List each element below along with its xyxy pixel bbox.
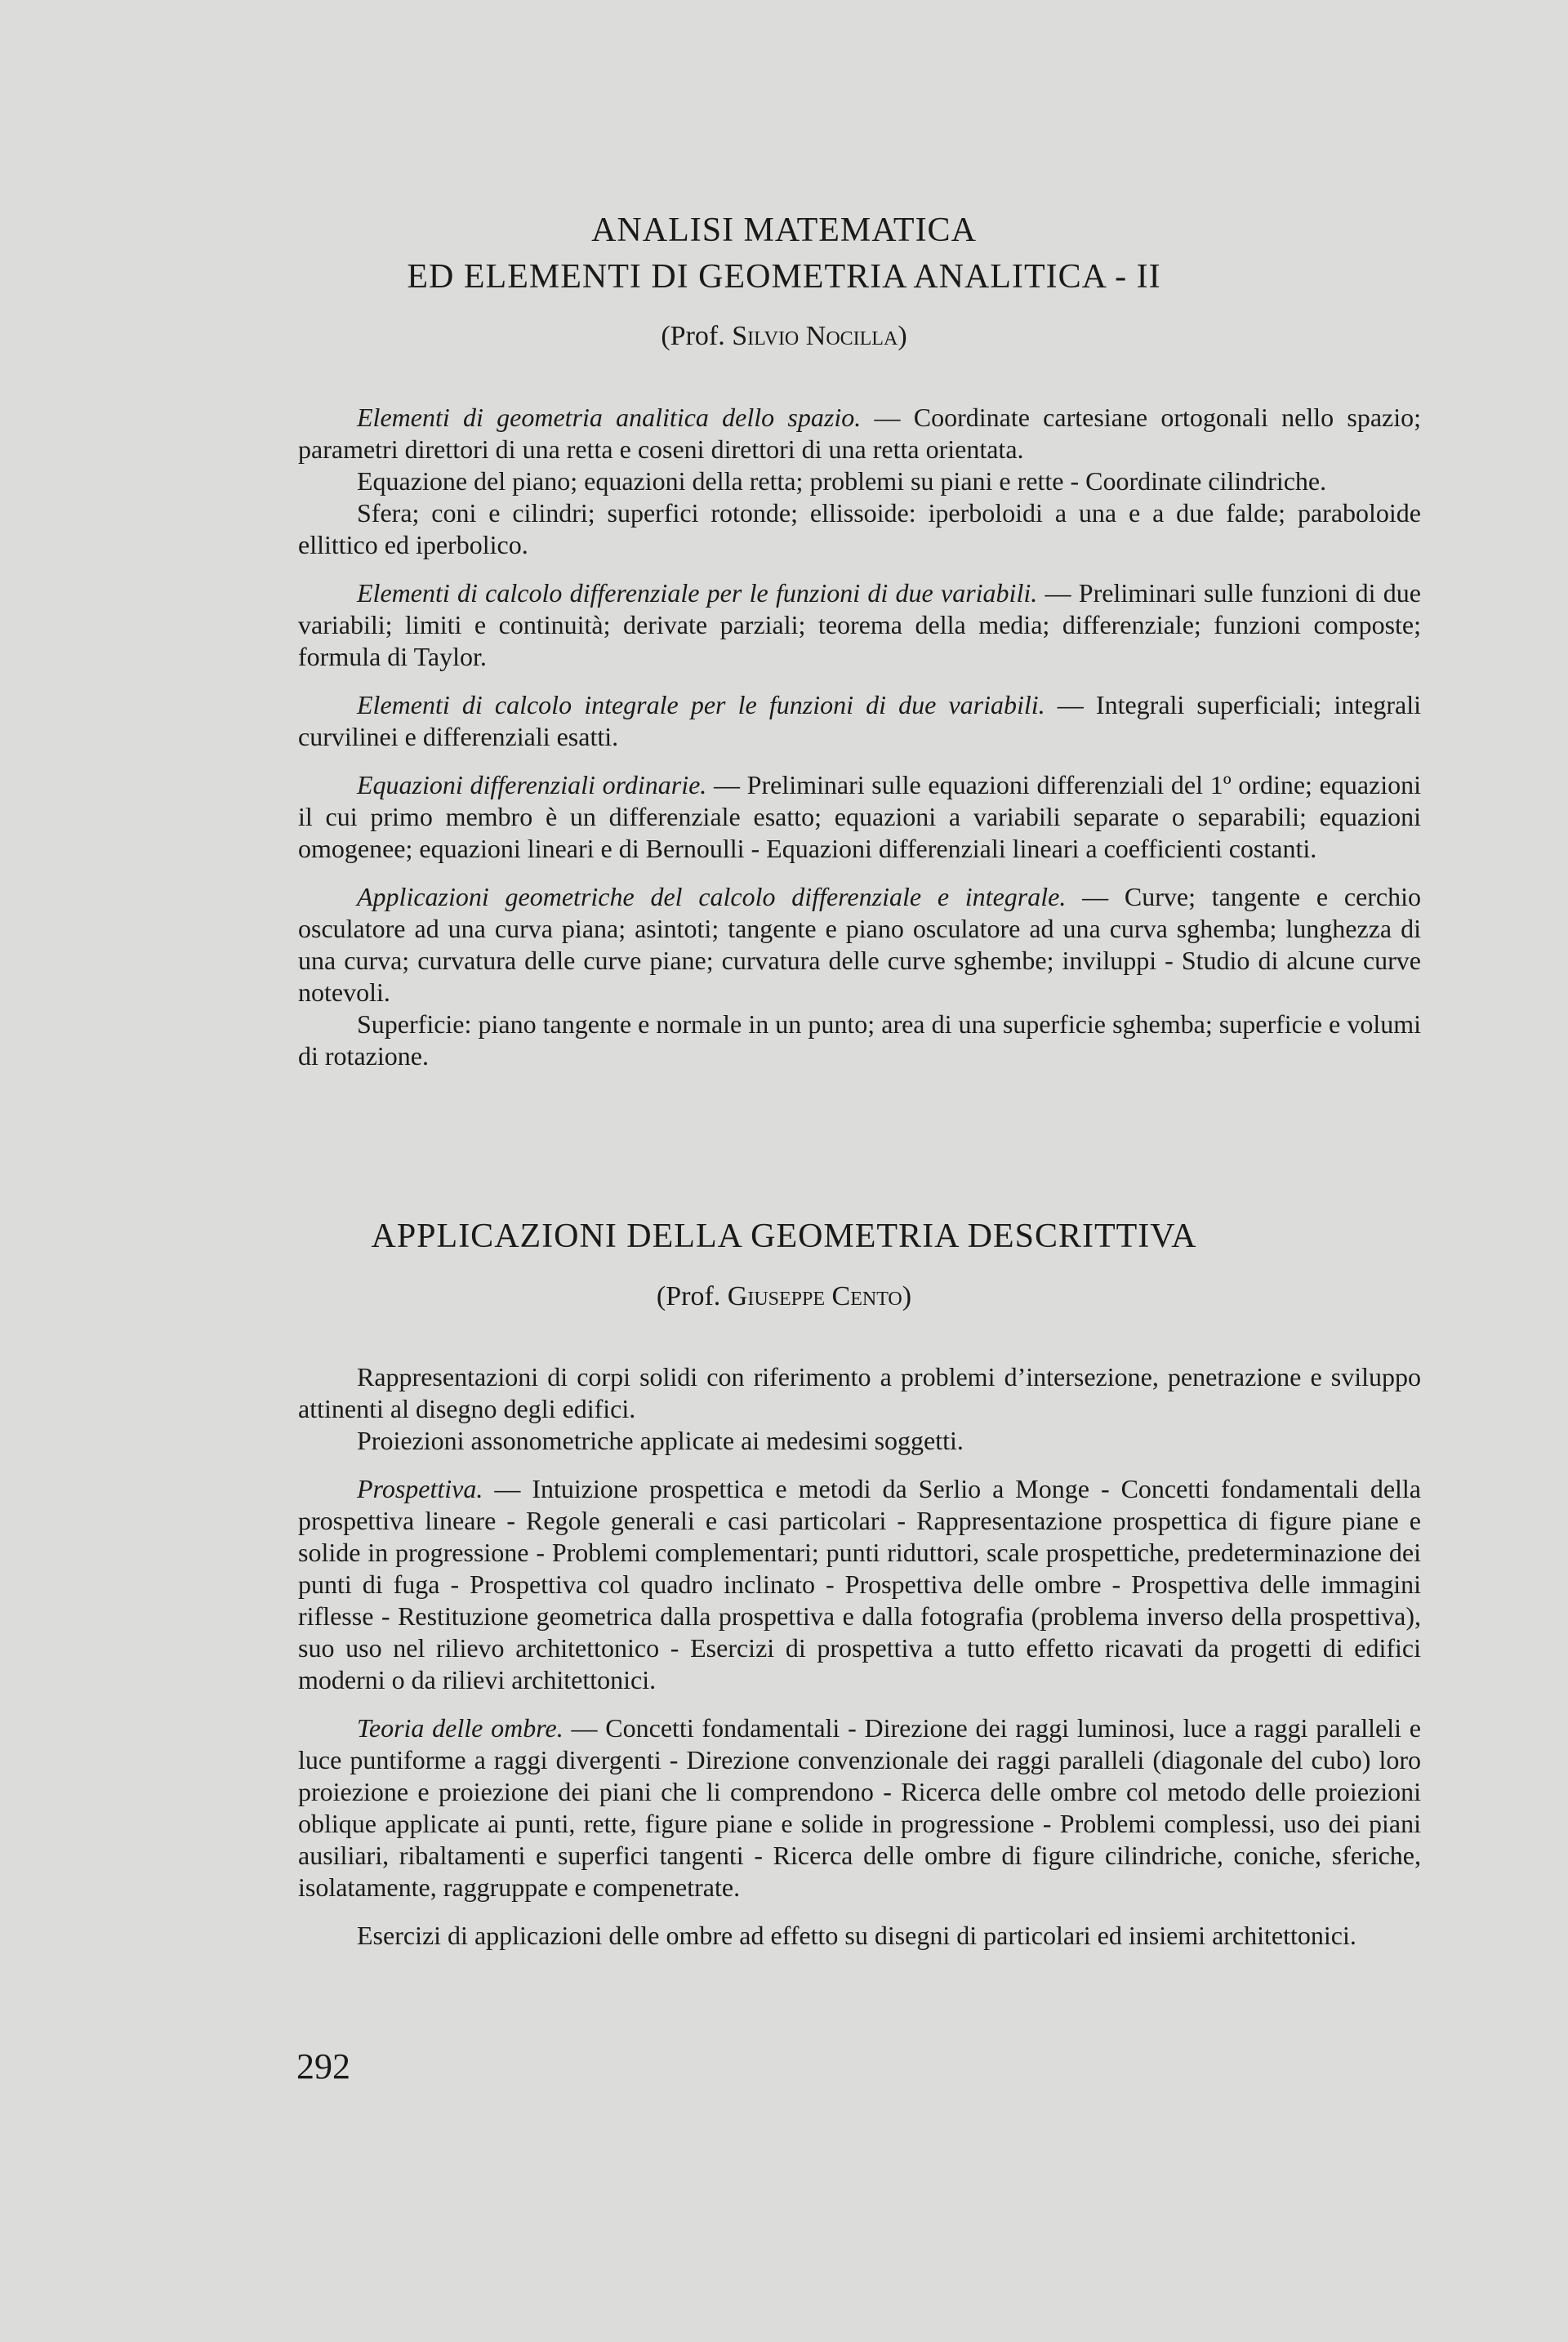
section1-paragraph-2 [298,465,1421,497]
section2-prof-prefix: (Prof. [656,1281,721,1311]
section1-prof-suffix: ) [898,321,907,351]
section2-p5-text: Esercizi di applicazioni delle ombre ad effetto su disegni di particolari ed insiemi architettonici. [357,1921,1356,1950]
section1-p8-text: Superficie: piano tangente e normale in un punto; area di una superficie sghemba; superficie e volumi di rotazione. [298,1009,1421,1071]
section1-p6-text: — Preliminari sulle equazioni differenziali del 1º ordine; equazioni il cui primo membro è un differenziale esatto; equazioni a variabili separate o separabili; equazioni omogenee; equazioni lineari e di Bernoulli - Equazioni differenziali lineari a coefficienti costanti. [298,770,1422,863]
section2-paragraph-3 [298,1473,1421,1696]
section1-prof-name: Silvio Nocilla [732,321,898,351]
section1-paragraph-4 [298,577,1421,673]
section2-p4-heading: Teoria delle ombre. [357,1713,564,1743]
section2-p3-text: — Intuizione prospettica e metodi da Serlio a Monge - Concetti fondamentali della prospettiva lineare - Regole generali e casi particolari - Rappresentazione prospettica di figure piane e solide in progressione - Problemi complementari; punti riduttori, scale prospettiche, predeterminazione dei punti di fuga - Prospettiva col quadro inclinato - Prospettiva delle ombre - Prospettiva delle immagini riflesse - Restituzione geometrica dalla prospettiva e dalla fotografia (problema inverso della prospettiva), suo uso nel rilievo architettonico - Esercizi di prospettiva a tutto effetto ricavati da progetti di edifici moderni o da rilievi architettonici. [298,1474,1421,1694]
section2-p2-text: Proiezioni assonometriche applicate ai medesimi soggetti. [357,1426,964,1455]
section1-p4-text: — Preliminari sulle funzioni di due variabili; limiti e continuità; derivate parziali; teorema della media; differenziale; funzioni composte; formula di Taylor. [298,578,1422,671]
section1-paragraph-6 [298,769,1421,865]
section1-body [298,402,1421,1072]
section1-p2-text: Equazione del piano; equazioni della retta; problemi su piani e rette - Coordinate cilindriche. [357,466,1327,496]
section2-prof-name: Giuseppe Cento [727,1281,902,1311]
section1-p4-heading: Elementi di calcolo differenziale per le funzioni di due variabili. [357,578,1038,608]
section2-p3-heading: Prospettiva. [357,1474,483,1503]
section1-p3-text: Sfera; coni e cilindri; superfici rotonde; ellissoide: iperboloidi a una e a due falde; paraboloide ellittico ed iperbolico. [298,498,1421,559]
section1-title-line1: ANALISI MATEMATICA [591,211,977,249]
section2-prof-suffix: ) [902,1281,912,1311]
section1-p6-heading: Equazioni differenziali ordinarie. [357,770,707,799]
section1-p7-heading: Applicazioni geometriche del calcolo differenziale e integrale. [357,882,1067,911]
section1-prof-prefix: (Prof. [661,321,725,351]
section2-p4-text: — Concetti fondamentali - Direzione dei raggi luminosi, luce a raggi paralleli e luce puntiforme a raggi divergenti - Direzione convenzionale dei raggi paralleli (diagonale del cubo) loro proiezione e proiezione dei piani che li comprendono - Ricerca delle ombre col metodo delle proiezioni oblique applicate ai punti, rette, figure piane e solide in progressione - Problemi complessi, uso dei piani ausiliari, ribaltamenti e superfici tangenti - Ricerca delle ombre di figure cilindriche, coniche, sferiche, isolatamente, raggruppate e compenetrate. [298,1713,1422,1902]
section2-title: APPLICAZIONI DELLA GEOMETRIA DESCRITTIVA [371,1218,1197,1255]
section1-p1-heading: Elementi di geometria analitica dello spazio. [357,403,862,432]
section1-paragraph-1 [298,402,1421,465]
section1-p1-text: — Coordinate cartesiane ortogonali nello spazio; parametri direttori di una retta e coseni direttori di una retta orientata. [298,403,1422,464]
section1-paragraph-5 [298,689,1421,753]
section1-paragraph-7 [298,881,1421,1008]
section2-professor [0,1281,1568,1312]
section1-professor [0,321,1568,352]
section2-paragraph-4 [298,1712,1421,1903]
page-number: 292 [296,2046,350,2086]
section2-paragraph-2 [298,1425,1421,1457]
section2-p1-text: Rappresentazioni di corpi solidi con riferimento a problemi d’intersezione, penetrazione e sviluppo attinenti al disegno degli edifici. [298,1362,1421,1423]
section2-body [298,1361,1421,1952]
section1-paragraph-3 [298,497,1421,561]
section2-paragraph-1 [298,1361,1421,1425]
section1-paragraph-8 [298,1008,1421,1072]
section1-p5-text: — Integrali superficiali; integrali curvilinei e differenziali esatti. [298,690,1421,751]
section1-title-line2: ED ELEMENTI DI GEOMETRIA ANALITICA - II [407,258,1161,296]
section1-p7-text: — Curve; tangente e cerchio osculatore ad una curva piana; asintoti; tangente e piano osculatore ad una curva sghemba; lunghezza di una curva; curvatura delle curve piane; curvatura delle curve sghembe; inviluppi - Studio di alcune curve notevoli. [298,882,1422,1007]
section1-p5-heading: Elementi di calcolo integrale per le funzioni di due variabili. [357,690,1045,719]
section2-paragraph-5 [298,1920,1421,1952]
